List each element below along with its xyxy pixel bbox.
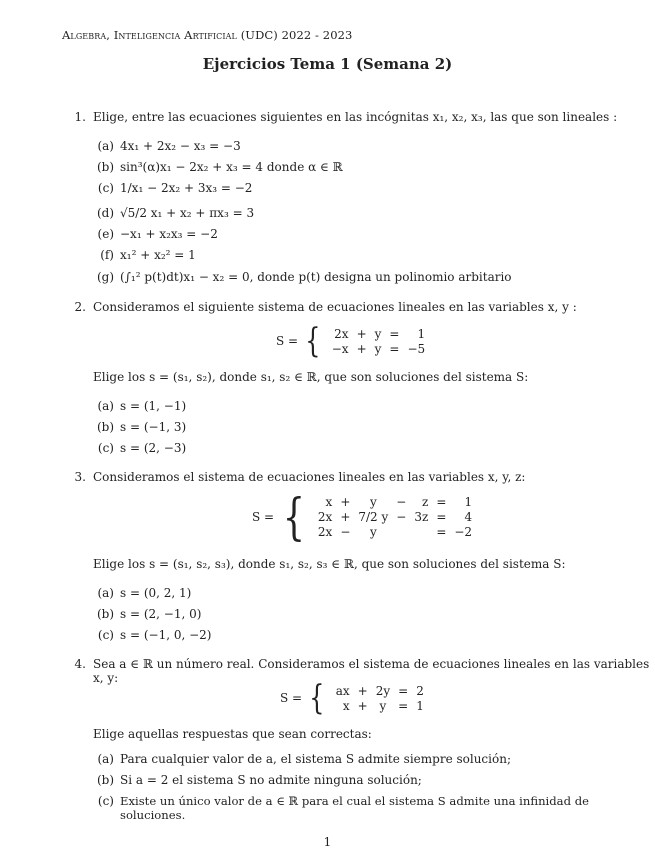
system-rows xyxy=(328,326,429,356)
question-text: Consideramos el sistema de ecuaciones lineales en las variables x, y, z: xyxy=(93,470,526,484)
option-label: (e) xyxy=(97,227,114,241)
question-prompt: Elige los s = (s₁, s₂), donde s₁, s₂ ∈ ℝ, que son soluciones del sistema S: xyxy=(93,370,529,384)
eq-op: + xyxy=(357,698,368,713)
system-label: S = xyxy=(280,691,303,705)
option-text: 4x₁ + 2x₂ − x₃ = −3 xyxy=(120,139,241,153)
option-label: (c) xyxy=(97,181,114,195)
option-label: (a) xyxy=(97,399,114,413)
eq-term: −5 xyxy=(407,341,426,356)
eq-op: − xyxy=(396,510,407,524)
eq-term: 2x xyxy=(317,525,333,539)
option-label: (g) xyxy=(96,270,114,284)
option-text: (∫₁² p(t)dt)x₁ − x₂ = 0, donde p(t) designa un polinomio arbitario xyxy=(120,270,512,284)
option-text: Para cualquier valor de a, el sistema S admite siempre solución; xyxy=(120,752,511,766)
option-text: s = (2, −3) xyxy=(120,441,187,455)
page-number: 1 xyxy=(323,835,332,849)
eq-op: = xyxy=(436,510,447,524)
option-text: s = (0, 2, 1) xyxy=(120,586,192,600)
eq-term: 2y xyxy=(375,683,391,698)
eq-term: y xyxy=(379,698,387,713)
eq-term xyxy=(410,525,432,540)
eq-op: + xyxy=(340,510,351,524)
system-label: S = xyxy=(252,510,275,524)
option-text: s = (−1, 0, −2) xyxy=(120,628,212,642)
eq-term: y xyxy=(369,495,377,509)
eq-op: + xyxy=(356,341,367,356)
option-text: sin³(α)x₁ − 2x₂ + x₃ = 4 donde α ∈ ℝ xyxy=(120,160,343,174)
eq-op: + xyxy=(356,326,367,341)
question-number: 3. xyxy=(74,470,86,484)
option-label: (b) xyxy=(96,607,114,621)
eq-term: 7/2 y xyxy=(358,510,389,524)
question-text: Consideramos el siguiente sistema de ecuaciones lineales en las variables x, y : xyxy=(93,300,577,314)
equation-system xyxy=(280,678,428,718)
option-label: (c) xyxy=(97,794,114,808)
eq-op: = xyxy=(389,341,400,356)
option-text: x₁² + x₂² = 1 xyxy=(120,248,196,262)
eq-term: 2 xyxy=(416,683,424,698)
eq-op: + xyxy=(340,495,351,509)
eq-term: −2 xyxy=(454,525,473,539)
question-text: Elige, entre las ecuaciones siguientes en las incógnitas x₁, x₂, x₃, las que son lineales : xyxy=(93,110,618,124)
option-text: s = (1, −1) xyxy=(120,399,187,413)
system-rows xyxy=(332,683,428,713)
page-title: Ejercicios Tema 1 (Semana 2) xyxy=(202,55,453,73)
eq-term: y xyxy=(369,525,377,539)
question-number: 2. xyxy=(74,300,86,314)
eq-term: −x xyxy=(331,341,349,356)
option-label: (f) xyxy=(100,248,114,262)
brace-glyph: { xyxy=(309,678,325,718)
eq-op: = xyxy=(398,698,409,713)
eq-term: 4 xyxy=(464,510,473,524)
question-text: Sea a ∈ ℝ un número real. Consideramos el sistema de ecuaciones lineales en las variables x, y: xyxy=(93,657,650,685)
eq-term: 3z xyxy=(414,510,429,524)
eq-term: z xyxy=(421,495,429,509)
eq-term: 1 xyxy=(464,495,473,509)
page-header: Algebra, Inteligencia Artificial (UDC) 2022 - 2023 xyxy=(62,28,353,42)
system-label: S = xyxy=(276,334,299,348)
question-prompt: Elige los s = (s₁, s₂, s₃), donde s₁, s₂, s₃ ∈ ℝ, que son soluciones del sistema S: xyxy=(93,557,566,571)
option-label: (b) xyxy=(96,160,114,174)
option-text: −x₁ + x₂x₃ = −2 xyxy=(120,227,218,241)
equation-system xyxy=(276,321,429,361)
option-label: (c) xyxy=(97,441,114,455)
option-label: (b) xyxy=(96,420,114,434)
option-label: (c) xyxy=(97,628,114,642)
option-text: s = (2, −1, 0) xyxy=(120,607,202,621)
eq-term: 2x xyxy=(317,510,333,524)
system-rows xyxy=(314,495,476,540)
eq-op: = xyxy=(398,683,409,698)
option-label: (a) xyxy=(97,586,114,600)
brace-glyph: { xyxy=(305,321,321,361)
option-text: Existe un único valor de a ∈ ℝ para el cual el sistema S admite una infinidad de soluciones. xyxy=(120,794,589,822)
question-number: 4. xyxy=(74,657,86,671)
equation-system xyxy=(252,488,476,546)
eq-op: = xyxy=(389,326,400,341)
question-prompt: Elige aquellas respuestas que sean correctas: xyxy=(93,727,372,741)
eq-op: + xyxy=(357,683,368,698)
eq-term: 1 xyxy=(416,698,424,713)
eq-op: − xyxy=(340,525,351,539)
eq-term: y xyxy=(374,341,382,356)
option-label: (a) xyxy=(97,139,114,153)
eq-term: x xyxy=(325,495,333,509)
option-text: Si a = 2 el sistema S no admite ninguna solución; xyxy=(120,773,422,787)
eq-op: − xyxy=(396,495,407,509)
eq-term: y xyxy=(374,326,382,341)
option-text: 1/x₁ − 2x₂ + 3x₃ = −2 xyxy=(120,181,253,195)
option-text: s = (−1, 3) xyxy=(120,420,187,434)
eq-term: x xyxy=(342,698,350,713)
eq-term: 2x xyxy=(334,326,349,341)
option-text: √5/2 x₁ + x₂ + πx₃ = 3 xyxy=(120,206,255,220)
eq-term: 1 xyxy=(417,326,426,341)
eq-term: ax xyxy=(335,683,350,698)
brace-glyph: { xyxy=(282,488,306,546)
eq-op: = xyxy=(436,495,447,509)
question-number: 1. xyxy=(74,110,86,124)
eq-op xyxy=(392,525,410,540)
eq-op: = xyxy=(436,525,447,539)
option-label: (a) xyxy=(97,752,114,766)
option-label: (b) xyxy=(96,773,114,787)
option-label: (d) xyxy=(96,206,114,220)
